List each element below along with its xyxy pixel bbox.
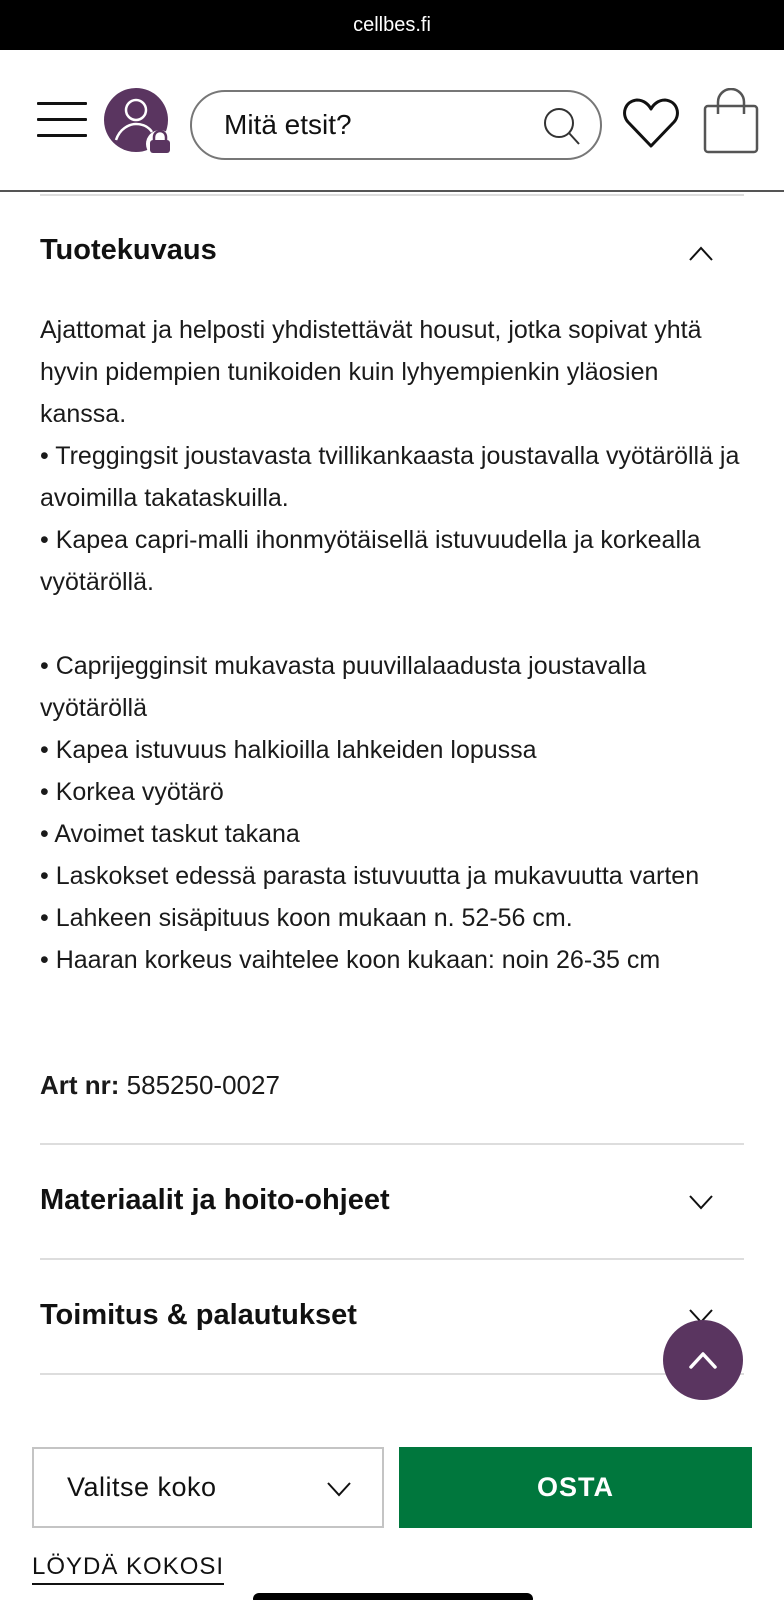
description-bullet: • Lahkeen sisäpituus koon mukaan n. 52-56 cm. — [40, 904, 573, 932]
accordion-header-materials[interactable]: Materiaalit ja hoito-ohjeet — [40, 1184, 390, 1216]
size-select-label: Valitse koko — [67, 1472, 217, 1502]
divider — [40, 1373, 744, 1375]
find-size-link[interactable]: LÖYDÄ KOKOSI — [32, 1553, 224, 1585]
article-number-label: Art nr: — [40, 1070, 120, 1100]
size-select[interactable] — [32, 1447, 384, 1528]
hamburger-menu-icon — [37, 102, 87, 105]
accordion-header-delivery[interactable]: Toimitus & palautukset — [40, 1299, 357, 1331]
search-input[interactable] — [224, 109, 524, 141]
accordion-header-description[interactable]: Tuotekuvaus — [40, 234, 217, 266]
cart-button[interactable] — [702, 88, 760, 156]
site-header — [0, 50, 784, 192]
menu-button[interactable] — [37, 102, 87, 138]
divider — [40, 1258, 744, 1260]
heart-icon — [622, 96, 680, 150]
home-indicator — [253, 1593, 533, 1600]
article-number — [40, 1070, 280, 1101]
description-bullet: • Korkea vyötärö — [40, 778, 224, 806]
wishlist-button[interactable] — [622, 96, 680, 150]
buy-button[interactable]: OSTA — [399, 1447, 752, 1528]
description-paragraph: • Kapea capri-malli ihonmyötäisellä istuvuudella ja korkealla vyötäröllä. — [40, 526, 701, 596]
search-bar — [190, 90, 602, 160]
url-text: cellbes.fi — [353, 13, 431, 36]
search-icon[interactable] — [542, 106, 582, 146]
chevron-up-icon[interactable] — [687, 244, 715, 262]
account-button[interactable] — [104, 88, 174, 158]
chevron-down-icon — [326, 1481, 352, 1497]
chevron-up-icon — [688, 1350, 718, 1370]
hamburger-line — [37, 118, 87, 121]
browser-url-bar[interactable] — [0, 0, 784, 50]
spacer — [40, 603, 750, 645]
description-paragraph: • Treggingsit joustavasta tvillikankaasta joustavalla vyötäröllä ja avoimilla takataskuilla. — [40, 442, 740, 512]
chevron-down-icon[interactable] — [687, 1193, 715, 1211]
description-bullet: • Laskokset edessä parasta istuvuutta ja mukavuutta varten — [40, 862, 700, 890]
description-bullet: • Kapea istuvuus halkioilla lahkeiden lopussa — [40, 736, 537, 764]
divider — [40, 1143, 744, 1145]
description-bullet: • Haaran korkeus vaihtelee koon kukaan: noin 26-35 cm — [40, 946, 661, 974]
divider — [40, 194, 744, 196]
description-paragraph: Ajattomat ja helposti yhdistettävät housut, jotka sopivat yhtä hyvin pidempien tunikoiden kuin lyhyempienkin yläosien kanssa. — [40, 316, 702, 428]
scroll-to-top-button[interactable] — [663, 1320, 743, 1400]
user-lock-icon — [104, 88, 174, 158]
product-description — [40, 309, 750, 981]
description-bullet: • Avoimet taskut takana — [40, 820, 300, 848]
shopping-bag-icon — [702, 88, 760, 156]
hamburger-line — [37, 134, 87, 137]
description-bullet: • Caprijegginsit mukavasta puuvillalaadusta joustavalla vyötäröllä — [40, 652, 647, 722]
article-number-value: 585250-0027 — [126, 1070, 280, 1100]
